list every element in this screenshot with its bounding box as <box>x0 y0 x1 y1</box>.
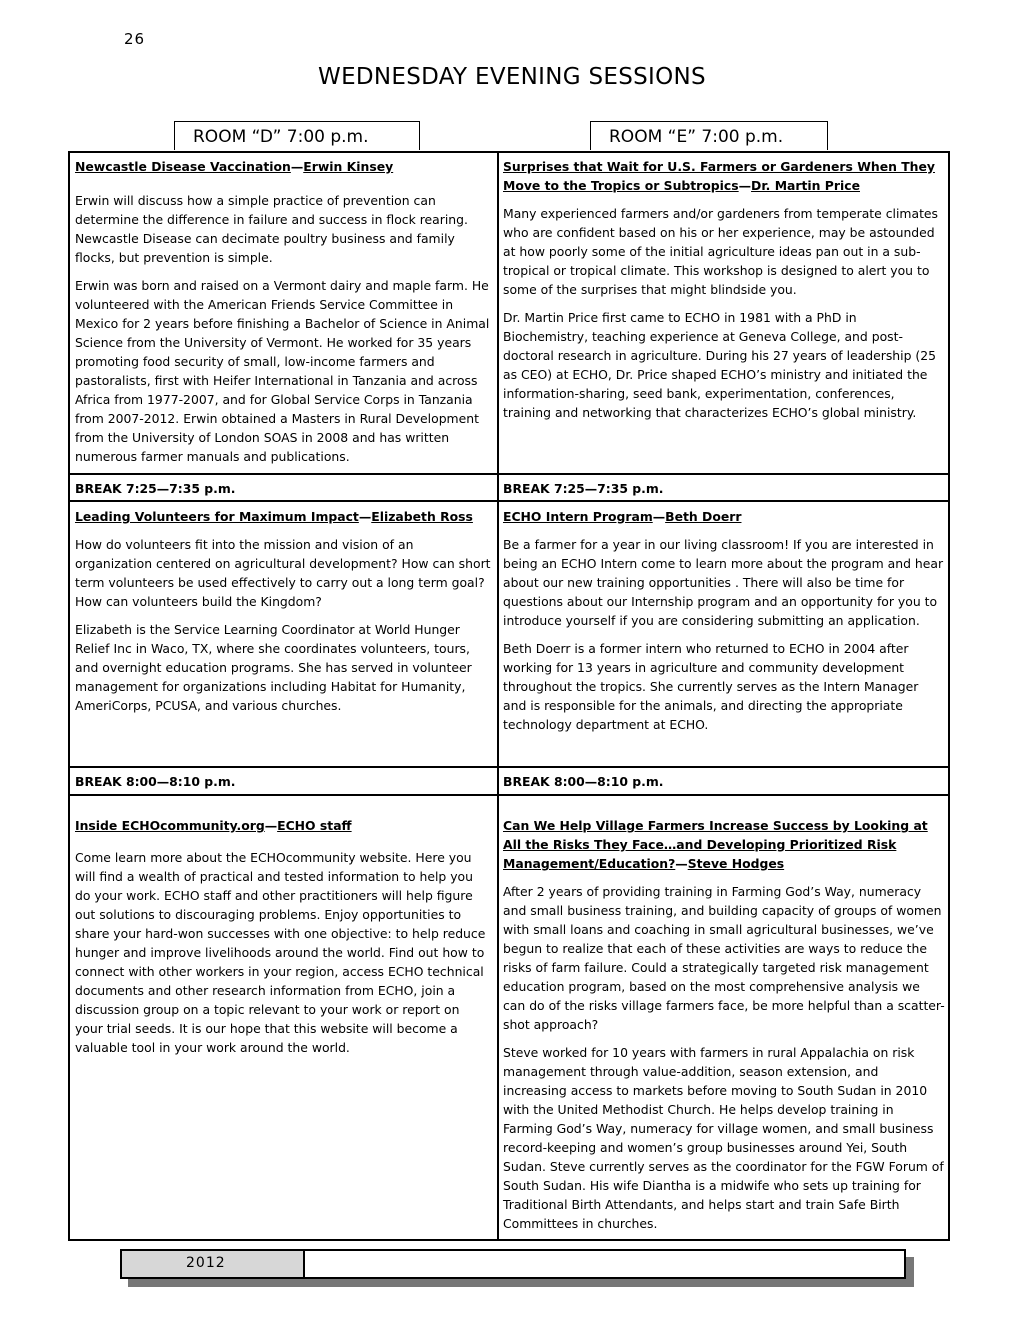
room-d-session-3 <box>75 816 491 1066</box>
session-speaker: Beth Doerr <box>665 509 742 524</box>
room-e-session-2 <box>503 507 945 743</box>
title-separator: — <box>652 509 666 524</box>
title-separator: — <box>358 509 372 524</box>
speaker-bio: Beth Doerr is a former intern who returned to ECHO in 2004 after working for 13 years in agriculture and community development throughout the tropics. She currently serves as the Intern Manager and is responsible for the animals, and directing the appropriate technology department at ECHO. <box>503 641 919 732</box>
speaker-bio: Steve worked for 10 years with farmers in rural Appalachia on risk management through value-addition, season extension, and increasing access to markets before moving to South Sudan in 2010 with the United Methodist Church. He helps develop training in Farming God’s Way, numeracy for village women, and small business record-keeping and women’s group businesses around Yei, South Sudan. Steve currently serves as the coordinator for the FGW Forum of South Sudan. His wife Diantha is a midwife who sets up training for Traditional Birth Attendants, and helps start and train Safe Birth Committees in churches. <box>503 1045 944 1231</box>
row-divider <box>70 766 948 768</box>
row-divider <box>70 500 948 502</box>
session-description: How do volunteers fit into the mission and vision of an organization centered on agricultural development? How can short term volunteers be used effectively to carry out a long term goal? How can volunteers build the Kingdom? <box>75 537 491 609</box>
sessions-table <box>68 151 950 1241</box>
session-description: Be a farmer for a year in our living classroom! If you are interested in being an ECHO Intern come to learn more about the program and hear about our new training opportunities . There will also be time for questions about our Internship program and an opportunity for you to introduce yourself if you are considering submitting an application. <box>503 537 944 628</box>
session-title <box>75 816 491 835</box>
footer-year: 2012 <box>186 1255 226 1271</box>
speaker-bio: Elizabeth is the Service Learning Coordinator at World Hunger Relief Inc in Waco, TX, where she coordinates volunteers, tours, and overnight education programs. She has served in volunteer management for organizations including Habitat for Humanity, AmeriCorps, PCUSA, and various churches. <box>75 622 472 713</box>
title-separator: — <box>264 818 278 833</box>
title-separator: — <box>290 159 304 174</box>
room-e-session-1 <box>503 157 945 431</box>
session-title <box>503 157 945 195</box>
session-title <box>75 157 491 176</box>
row-divider <box>70 794 948 796</box>
session-topic: Leading Volunteers for Maximum Impact <box>75 509 359 524</box>
session-topic: Inside ECHOcommunity.org <box>75 818 265 833</box>
page-title: WEDNESDAY EVENING SESSIONS <box>318 64 706 90</box>
session-speaker: Steve Hodges <box>687 856 785 871</box>
session-speaker: ECHO staff <box>277 818 352 833</box>
room-d-break-2: BREAK 8:00—8:10 p.m. <box>75 774 236 789</box>
room-e-header: ROOM “E” 7:00 p.m. <box>590 121 828 150</box>
session-topic: Can We Help Village Farmers Increase Success by Looking at All the Risks They Face…and Developing Prioritized Risk Management/Education? <box>503 818 928 871</box>
session-title <box>503 507 945 526</box>
session-description: After 2 years of providing training in Farming God’s Way, numeracy and small business training, and building capacity of groups of women with small loans and coaching in small agricultural businesses, we’ve begun to realize that each of these activities are ways to reduce the risks of farm failure. Could a strategically targeted risk management education program, based on the most comprehensive analysis we can do of the risks village farmers face, be more helpful than a scatter-shot approach? <box>503 884 945 1032</box>
session-description: Many experienced farmers and/or gardeners from temperate climates who are confident based on his or her experience, may be astounded at how poorly some of the initial agriculture ideas pan out in a sub-tropical or tropical climate. This workshop is designed to alert you to some of the surprises that might blindside you. <box>503 206 939 297</box>
session-speaker: Dr. Martin Price <box>751 178 860 193</box>
session-description: Come learn more about the ECHOcommunity website. Here you will find a wealth of practical and tested information to help you do your work. ECHO staff and other practitioners will help figure out solutions to discouraging problems. Enjoy opportunities to share your hard-won successes with one objective: to help reduce hunger and improve livelihoods around the world. Find out how to connect with other workers in your region, access ECHO technical documents and other research information from ECHO, join a discussion group on a topic relevant to your work or report on your trial seeds. It is our hope that this website will become a valuable tool in your work around the world. <box>75 850 486 1055</box>
session-title <box>75 507 491 526</box>
speaker-bio: Dr. Martin Price first came to ECHO in 1981 with a PhD in Biochemistry, teaching experience at Geneva College, and post-doctoral research in agriculture. During his 27 years of leadership (25 as CEO) at ECHO, Dr. Price shaped ECHO’s ministry and initiated the information-sharing, seed bank, experimentation, conferences, training and networking that characterizes ECHO’s global ministry. <box>503 310 936 420</box>
session-speaker: Elizabeth Ross <box>371 509 473 524</box>
title-separator: — <box>675 856 688 871</box>
room-e-break-1: BREAK 7:25—7:35 p.m. <box>503 481 664 496</box>
session-topic: Newcastle Disease Vaccination <box>75 159 291 174</box>
session-topic: ECHO Intern Program <box>503 509 653 524</box>
room-d-session-1 <box>75 157 491 475</box>
page-number: 26 <box>124 30 146 48</box>
room-d-break-1: BREAK 7:25—7:35 p.m. <box>75 481 236 496</box>
session-title <box>503 816 945 873</box>
session-topic: Surprises that Wait for U.S. Farmers or Gardeners When They Move to the Tropics or Subtropics <box>503 159 935 193</box>
session-description: Erwin will discuss how a simple practice of prevention can determine the difference in failure and success in flock rearing. Newcastle Disease can decimate poultry business and family flocks, but prevention is simple. <box>75 193 468 265</box>
room-e-break-2: BREAK 8:00—8:10 p.m. <box>503 774 664 789</box>
room-d-session-2 <box>75 507 491 724</box>
column-divider <box>497 153 499 1239</box>
session-speaker: Erwin Kinsey <box>303 159 394 174</box>
title-separator: — <box>738 178 752 193</box>
room-e-session-3 <box>503 816 945 1242</box>
room-d-header: ROOM “D” 7:00 p.m. <box>174 121 420 150</box>
speaker-bio: Erwin was born and raised on a Vermont dairy and maple farm. He volunteered with the American Friends Service Committee in Mexico for 2 years before finishing a Bachelor of Science in Animal Science from the University of Vermont. He worked for 35 years promoting food security of small, low-income farmers and pastoralists, first with Heifer International in Tanzania and across Africa from 1977-2007, and for Global Service Corps in Tanzania from 2007-2012. Erwin obtained a Masters in Rural Development from the University of London SOAS in 2008 and has written numerous farmer manuals and publications. <box>75 278 490 464</box>
